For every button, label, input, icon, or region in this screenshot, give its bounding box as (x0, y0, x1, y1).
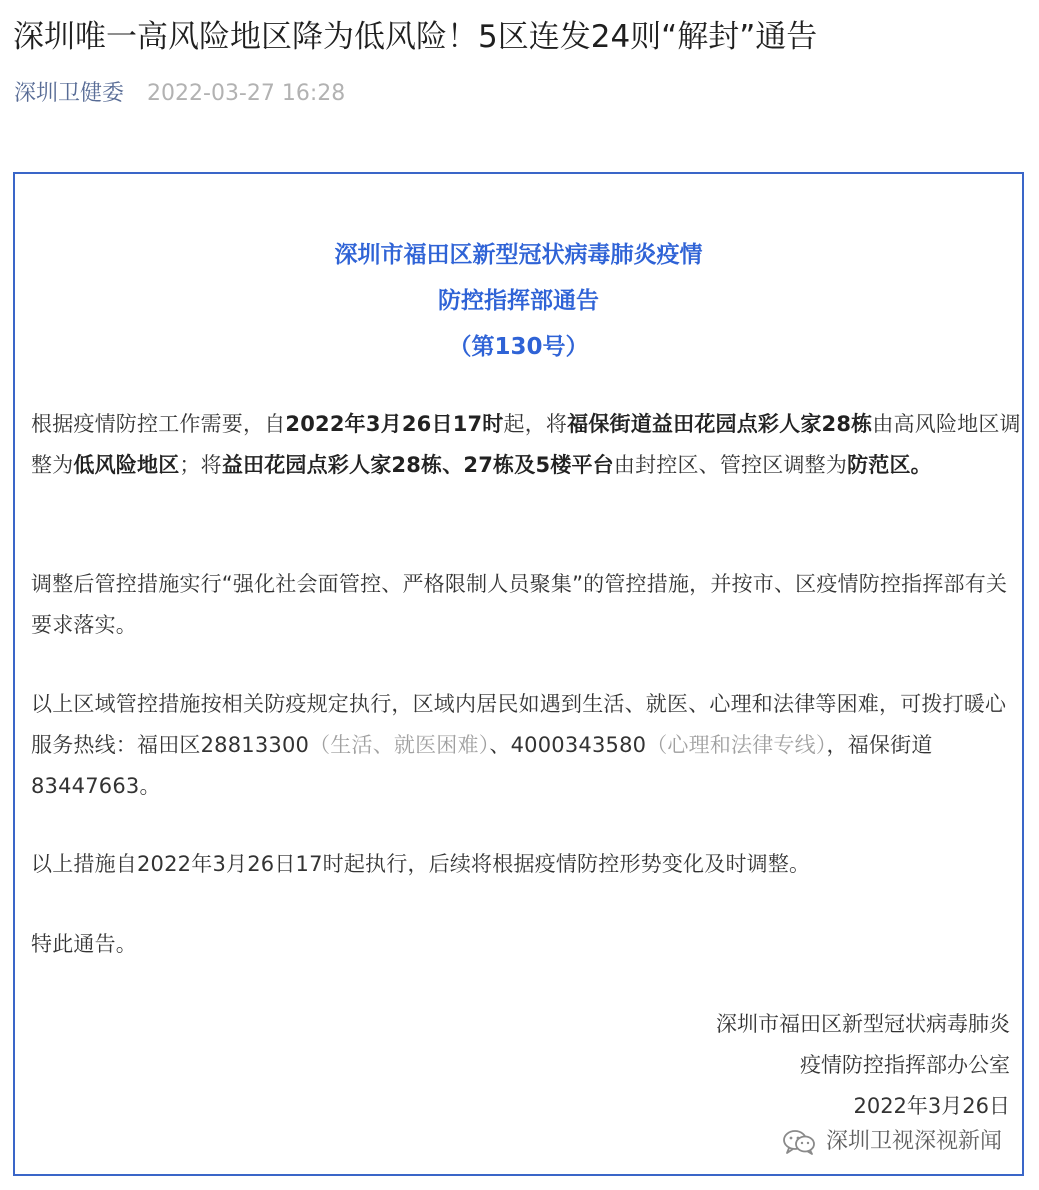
watermark (782, 1126, 1002, 1158)
heading-line-3: （第130号） (448, 334, 589, 360)
p3-segment: ，福保街道83447663。 (31, 733, 933, 798)
paragraph-1 (31, 404, 1021, 486)
paragraph-4: 以上措施自2022年3月26日17时起执行，后续将根据疫情防控形势变化及时调整。 (31, 852, 811, 876)
p1-bold-segment: 防范区。 (847, 453, 932, 477)
p1-segment: 由高风险地区调整为 (31, 412, 1021, 477)
p3-segment: 以上区域管控措施按相关防疫规定执行，区域内居民如遇到生活、就医、心理和法律等困难，可拨打暖心服务热线：福田区28813300 (31, 692, 1007, 757)
p1-segment: 由封控区、管控区调整为 (613, 453, 848, 477)
signature-line-1: 深圳市福田区新型冠状病毒肺炎 (716, 1012, 1010, 1036)
p1-segment: 起，将 (503, 412, 568, 436)
article-title: 深圳唯一高风险地区降为低风险！5区连发24则“解封”通告 (13, 19, 818, 55)
paragraph-3 (31, 684, 1021, 807)
publish-date: 2022-03-27 16:28 (147, 81, 346, 106)
heading-line-2: 防控指挥部通告 (438, 288, 599, 314)
notice-heading (15, 232, 1022, 370)
p1-bold-segment: 低风险地区 (73, 453, 180, 477)
p1-segment: 根据疫情防控工作需要，自 (31, 412, 286, 436)
paragraph-5: 特此通告。 (31, 932, 137, 956)
article-meta (14, 78, 345, 110)
signature-date: 2022年3月26日 (853, 1094, 1010, 1118)
p1-segment: ；将 (179, 453, 222, 477)
heading-line-1: 深圳市福田区新型冠状病毒肺炎疫情 (334, 242, 703, 268)
paragraph-2: 调整后管控措施实行“强化社会面管控、严格限制人员聚集”的管控措施，并按市、区疫情防控指挥部有关要求落实。 (31, 572, 1008, 637)
source-link[interactable]: 深圳卫健委 (14, 81, 125, 106)
p1-bold-segment: 益田花园点彩人家28栋、27栋及5楼平台 (221, 453, 614, 477)
watermark-text: 深圳卫视深视新闻 (825, 1129, 1002, 1154)
signature-line-2: 疫情防控指挥部办公室 (800, 1053, 1010, 1077)
p3-grey-note: （心理和法律专线） (646, 733, 827, 757)
p3-segment: 、4000343580 (489, 733, 647, 757)
notice-box (13, 172, 1024, 1176)
p1-bold-segment: 2022年3月26日17时 (285, 412, 504, 436)
p3-grey-note: （生活、就医困难） (309, 733, 490, 757)
wechat-icon (782, 1129, 816, 1155)
signature-block (716, 1004, 1010, 1127)
p1-bold-segment: 福保街道益田花园点彩人家28栋 (567, 412, 873, 436)
